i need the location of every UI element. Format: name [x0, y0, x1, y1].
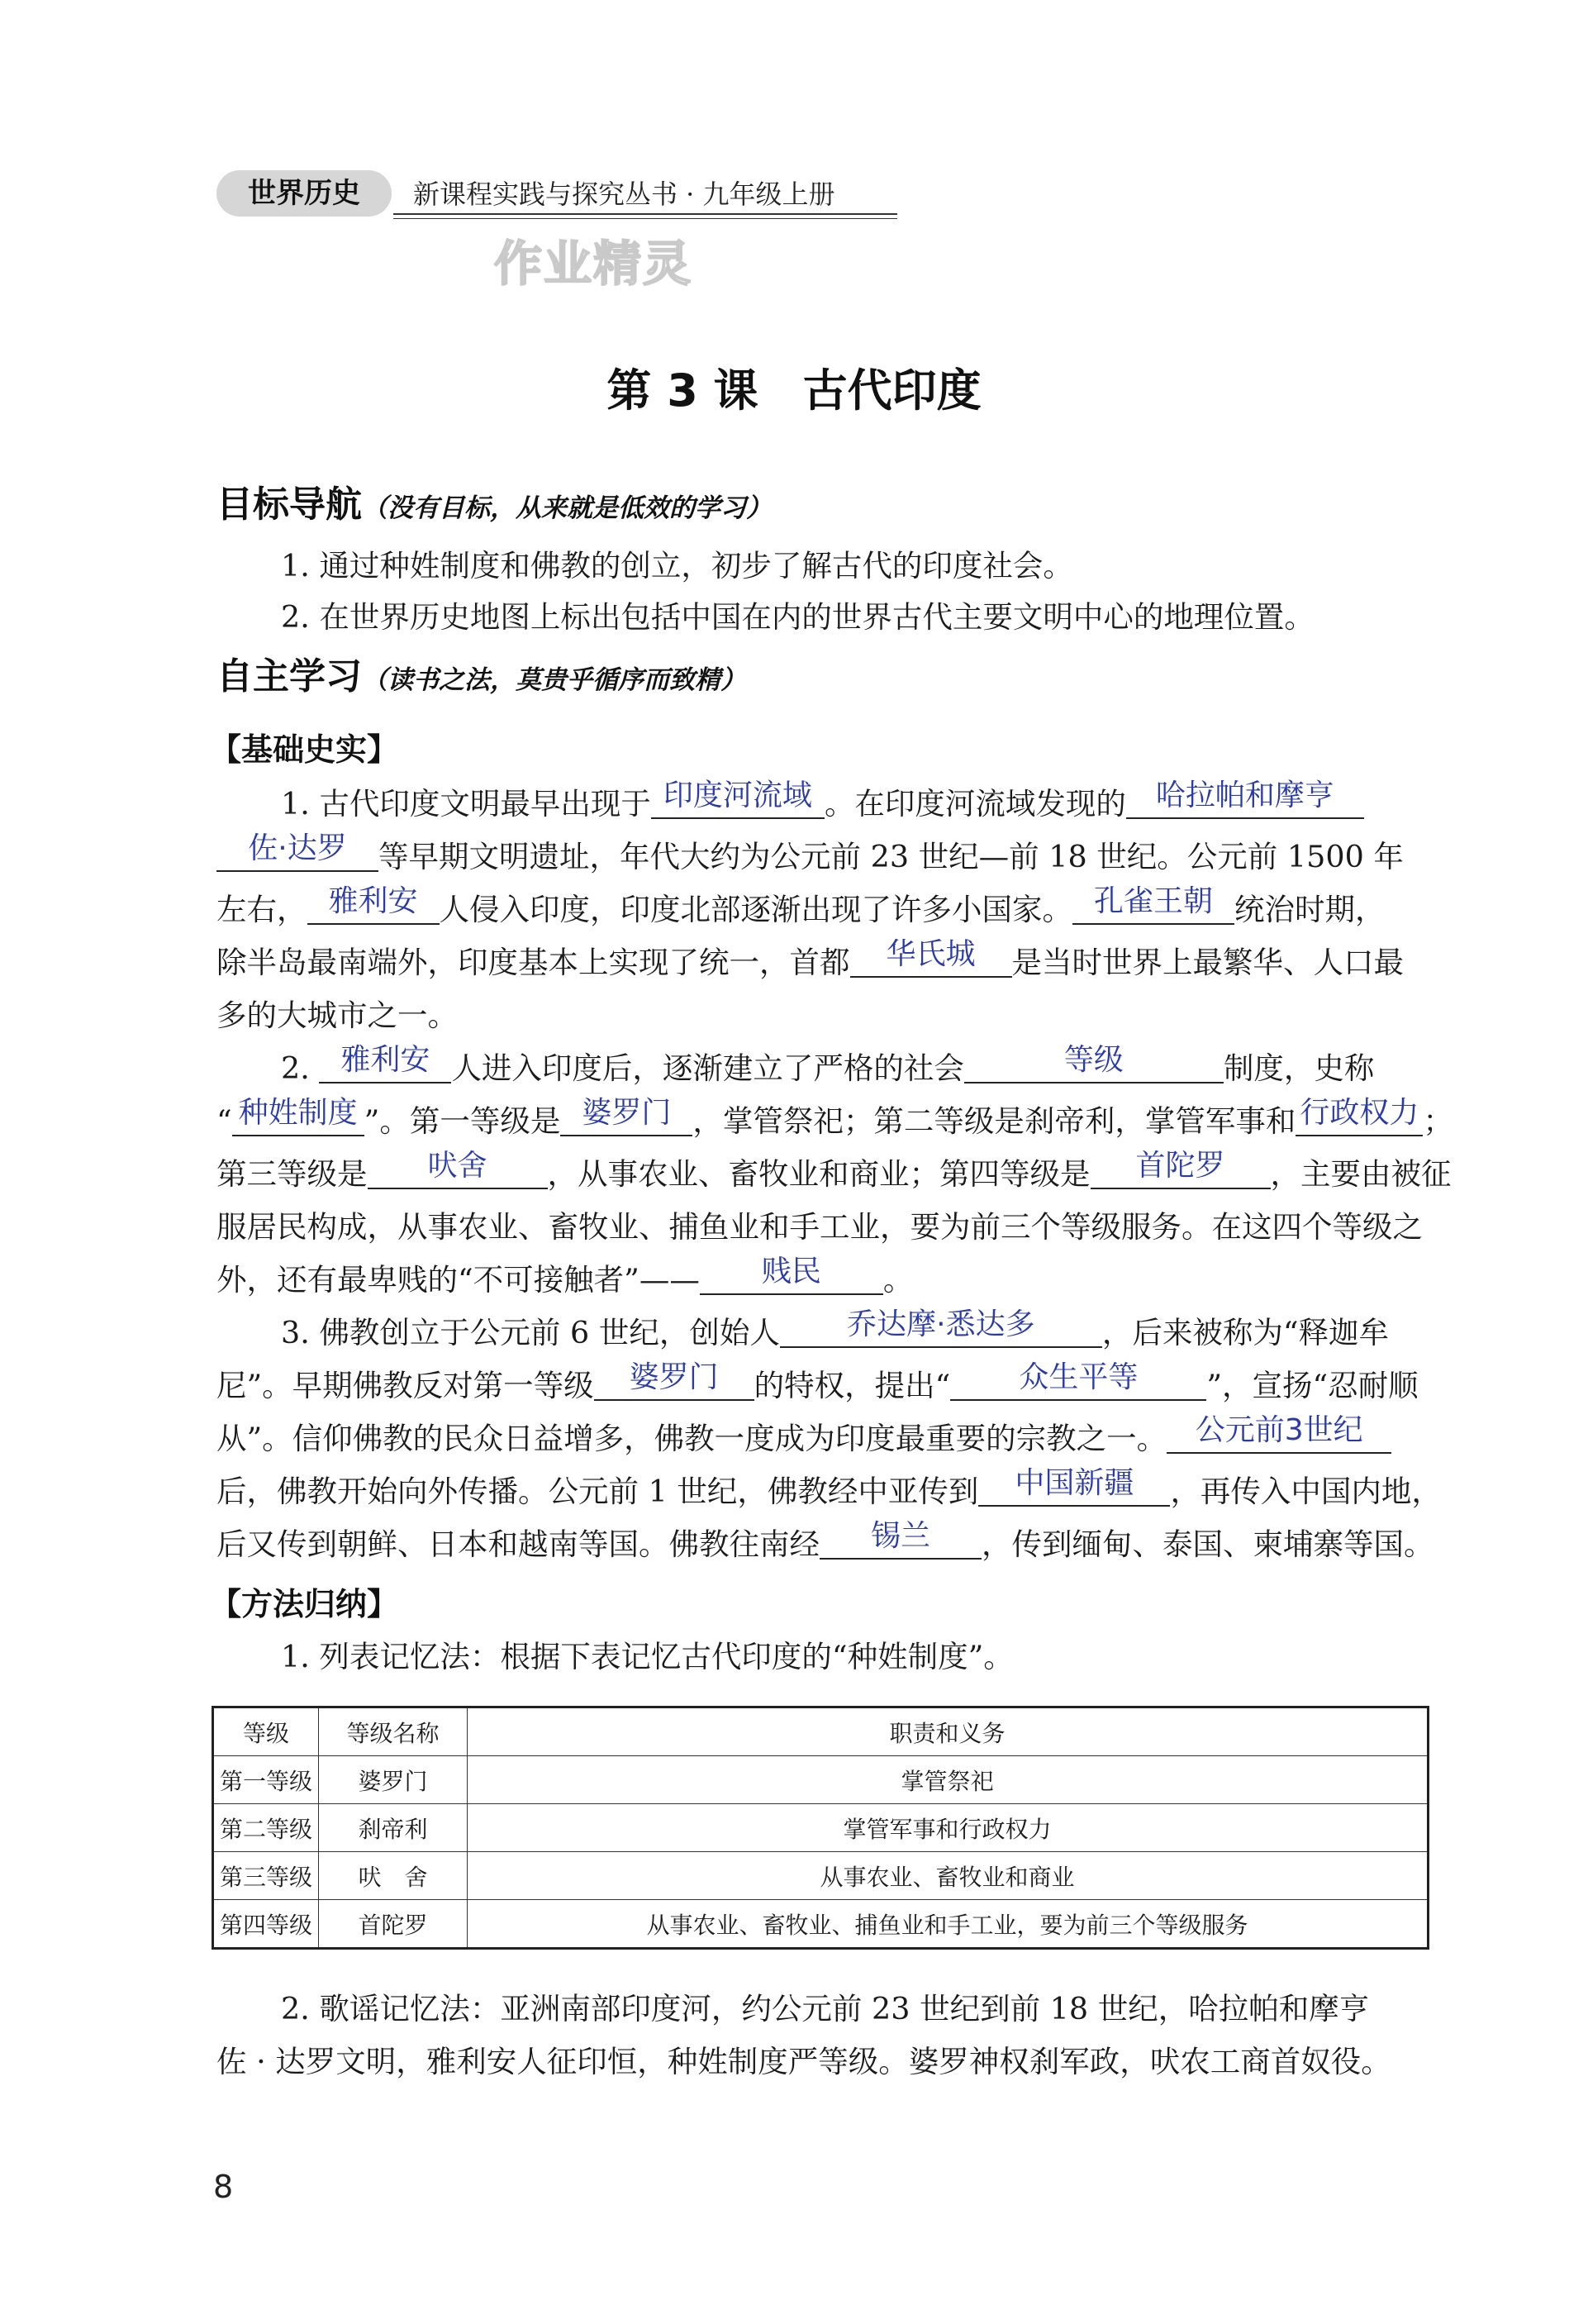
table-header-row [213, 1707, 1429, 1756]
answer-blank [232, 1096, 364, 1136]
text: ，再传入中国内地， [1170, 1474, 1442, 1509]
text: 统治时期， [1234, 892, 1386, 927]
goal-item: 1. 通过种姓制度和佛教的创立，初步了解古代的印度社会。 [281, 548, 1073, 583]
text: ，掌管祭祀；第二等级是刹帝利，掌管军事和 [692, 1103, 1296, 1139]
table-header: 等级 [213, 1707, 319, 1756]
series-title: 新课程实践与探究丛书 · 九年级上册 [413, 179, 835, 210]
answer: 哈拉帕和摩亨 [1155, 779, 1334, 812]
fact-line [281, 780, 1364, 823]
text: “ [216, 1103, 232, 1139]
fact-line [216, 1468, 1442, 1511]
goal-item: 2. 在世界历史地图上标出包括中国在内的世界古代主要文明中心的地理位置。 [281, 599, 1315, 635]
text: 后，佛教开始向外传播。公元前 1 世纪，佛教经中亚传到 [216, 1474, 979, 1509]
answer-blank [1296, 1096, 1423, 1136]
table-cell: 掌管祭祀 [468, 1756, 1429, 1804]
answer: 婆罗门 [629, 1360, 719, 1394]
text: ，后来被称为“释迦牟 [1101, 1315, 1390, 1350]
method-item: 2. 歌谣记忆法：亚洲南部印度河，约公元前 23 世纪到前 18 世纪，哈拉帕和摩亨 [281, 1991, 1370, 2026]
table-header: 职责和义务 [468, 1707, 1429, 1756]
fact-line [216, 939, 1404, 982]
answer-blank [368, 1149, 548, 1189]
page-number: 8 [213, 2169, 234, 2205]
goals-heading [216, 474, 772, 527]
text: 外，还有最卑贱的“不可接触者”—— [216, 1262, 700, 1298]
answer: 公元前3世纪 [1195, 1413, 1363, 1447]
text: 1. 古代印度文明最早出现于 [281, 786, 651, 821]
text: ； [1423, 1103, 1453, 1139]
answer-blank [1072, 884, 1234, 925]
self-study-title: 自主学习 [216, 655, 362, 698]
answer-blank [820, 1519, 982, 1560]
text: 从”。信仰佛教的民众日益增多，佛教一度成为印度最重要的宗教之一。 [216, 1421, 1167, 1456]
answer-blank [560, 1096, 692, 1136]
table-header: 等级名称 [319, 1707, 468, 1756]
watermark-logo: 作业精灵 [494, 236, 693, 292]
fact-line [216, 1521, 1434, 1564]
table-cell: 第一等级 [213, 1756, 319, 1804]
table-cell: 吠 舍 [319, 1852, 468, 1900]
fact-line [216, 1362, 1419, 1405]
fact-line [216, 1415, 1391, 1458]
table-cell: 第三等级 [213, 1852, 319, 1900]
text: 多的大城市之一。 [216, 998, 458, 1033]
answer-blank [594, 1360, 754, 1401]
goals-subtitle: （没有目标，从来就是低效的学习） [362, 493, 772, 523]
answer-blank [651, 779, 825, 819]
table-row [213, 1756, 1429, 1804]
methods-heading: 【方法归纳】 [210, 1586, 399, 1622]
table-cell: 从事农业、畜牧业、捕鱼业和手工业，要为前三个等级服务 [468, 1900, 1429, 1949]
answer-blank [964, 1043, 1224, 1083]
answer-blank [700, 1255, 883, 1295]
text: 后又传到朝鲜、日本和越南等国。佛教往南经 [216, 1526, 820, 1562]
answer: 首陀罗 [1135, 1149, 1225, 1183]
text: 服居民构成，从事农业、畜牧业、捕鱼业和手工业，要为前三个等级服务。在这四个等级之 [216, 1209, 1423, 1245]
answer: 佐·达罗 [248, 831, 347, 865]
text: ，传到缅甸、泰国、柬埔寨等国。 [982, 1526, 1434, 1562]
text: 第三等级是 [216, 1156, 368, 1192]
text: 除半岛最南端外，印度基本上实现了统一，首都 [216, 945, 850, 980]
answer: 等级 [1063, 1043, 1124, 1077]
fact-line [216, 1098, 1453, 1141]
text: 等早期文明遗址，年代大约为公元前 23 世纪—前 18 世纪。公元前 1500 年 [378, 839, 1404, 874]
text: 是当时世界上最繁华、人口最 [1011, 945, 1404, 980]
fact-line [281, 1309, 1389, 1352]
method-item: 佐 · 达罗文明，雅利安人征印恒，种姓制度严等级。婆罗神权刹军政，吠农工商首奴役。 [216, 2044, 1391, 2079]
table-cell: 婆罗门 [319, 1756, 468, 1804]
text: ”。第一等级是 [364, 1103, 561, 1139]
self-study-subtitle: （读书之法，莫贵乎循序而致精） [362, 665, 746, 695]
text: 人侵入印度，印度北部逐渐出现了许多小国家。 [439, 892, 1072, 927]
answer-blank [1091, 1149, 1271, 1189]
answer: 雅利安 [340, 1043, 430, 1077]
answer: 华氏城 [886, 937, 976, 971]
table-row [213, 1900, 1429, 1949]
fact-line [216, 1256, 913, 1299]
text: 3. 佛教创立于公元前 6 世纪，创始人 [281, 1315, 780, 1350]
answer: 婆罗门 [582, 1096, 672, 1130]
answer: 贱民 [761, 1255, 821, 1288]
answer: 印度河流域 [663, 779, 812, 812]
text: 。在印度河流域发现的 [824, 786, 1126, 821]
header-rule [393, 213, 897, 215]
method-item: 1. 列表记忆法：根据下表记忆古代印度的“种姓制度”。 [281, 1639, 1014, 1674]
table-cell: 掌管军事和行政权力 [468, 1804, 1429, 1852]
table-cell: 第四等级 [213, 1900, 319, 1949]
answer: 乔达摩·悉达多 [847, 1307, 1035, 1341]
table-row [213, 1804, 1429, 1852]
table-cell: 从事农业、畜牧业和商业 [468, 1852, 1429, 1900]
fact-line [216, 1203, 1423, 1246]
answer: 中国新疆 [1015, 1466, 1134, 1500]
answer: 众生平等 [1019, 1360, 1139, 1394]
fact-line [216, 886, 1386, 929]
answer: 吠舍 [427, 1149, 487, 1183]
answer: 种姓制度 [238, 1096, 358, 1130]
text: 尼”。早期佛教反对第一等级 [216, 1368, 594, 1403]
answer-blank [1167, 1413, 1391, 1454]
header-rule [393, 218, 897, 219]
caste-table [212, 1706, 1429, 1950]
fact-line [216, 833, 1404, 876]
text: 2. [281, 1050, 320, 1086]
facts-heading: 【基础史实】 [210, 731, 399, 768]
answer-blank [307, 884, 440, 925]
answer-blank [850, 937, 1012, 978]
answer-blank [216, 831, 378, 872]
table-row [213, 1852, 1429, 1900]
fact-line [216, 992, 458, 1035]
answer-blank [1126, 779, 1364, 819]
text: 制度，史称 [1223, 1050, 1375, 1086]
goals-title: 目标导航 [216, 483, 362, 526]
answer-blank [319, 1043, 451, 1083]
answer-blank [950, 1360, 1206, 1401]
answer: 锡兰 [870, 1519, 930, 1553]
text: 人进入印度后，逐渐建立了严格的社会 [451, 1050, 964, 1086]
answer-blank [780, 1307, 1102, 1348]
lesson-title: 第 3 课 古代印度 [606, 364, 982, 417]
answer: 孔雀王朝 [1093, 884, 1213, 918]
text: ，主要由被征 [1270, 1156, 1452, 1192]
text: 。 [882, 1262, 914, 1298]
fact-line [281, 1045, 1374, 1088]
table-cell: 首陀罗 [319, 1900, 468, 1949]
self-study-heading [216, 646, 746, 699]
table-cell: 刹帝利 [319, 1804, 468, 1852]
text: ，从事农业、畜牧业和商业；第四等级是 [547, 1156, 1091, 1192]
text: ”，宣扬“忍耐顺 [1206, 1368, 1419, 1403]
table-cell: 第二等级 [213, 1804, 319, 1852]
text: 左右， [216, 892, 307, 927]
answer: 雅利安 [328, 884, 418, 918]
answer: 行政权力 [1300, 1096, 1419, 1130]
fact-line [216, 1150, 1452, 1193]
answer-blank [978, 1466, 1170, 1507]
subject-badge: 世界历史 [216, 170, 392, 217]
text: 的特权，提出“ [754, 1368, 951, 1403]
